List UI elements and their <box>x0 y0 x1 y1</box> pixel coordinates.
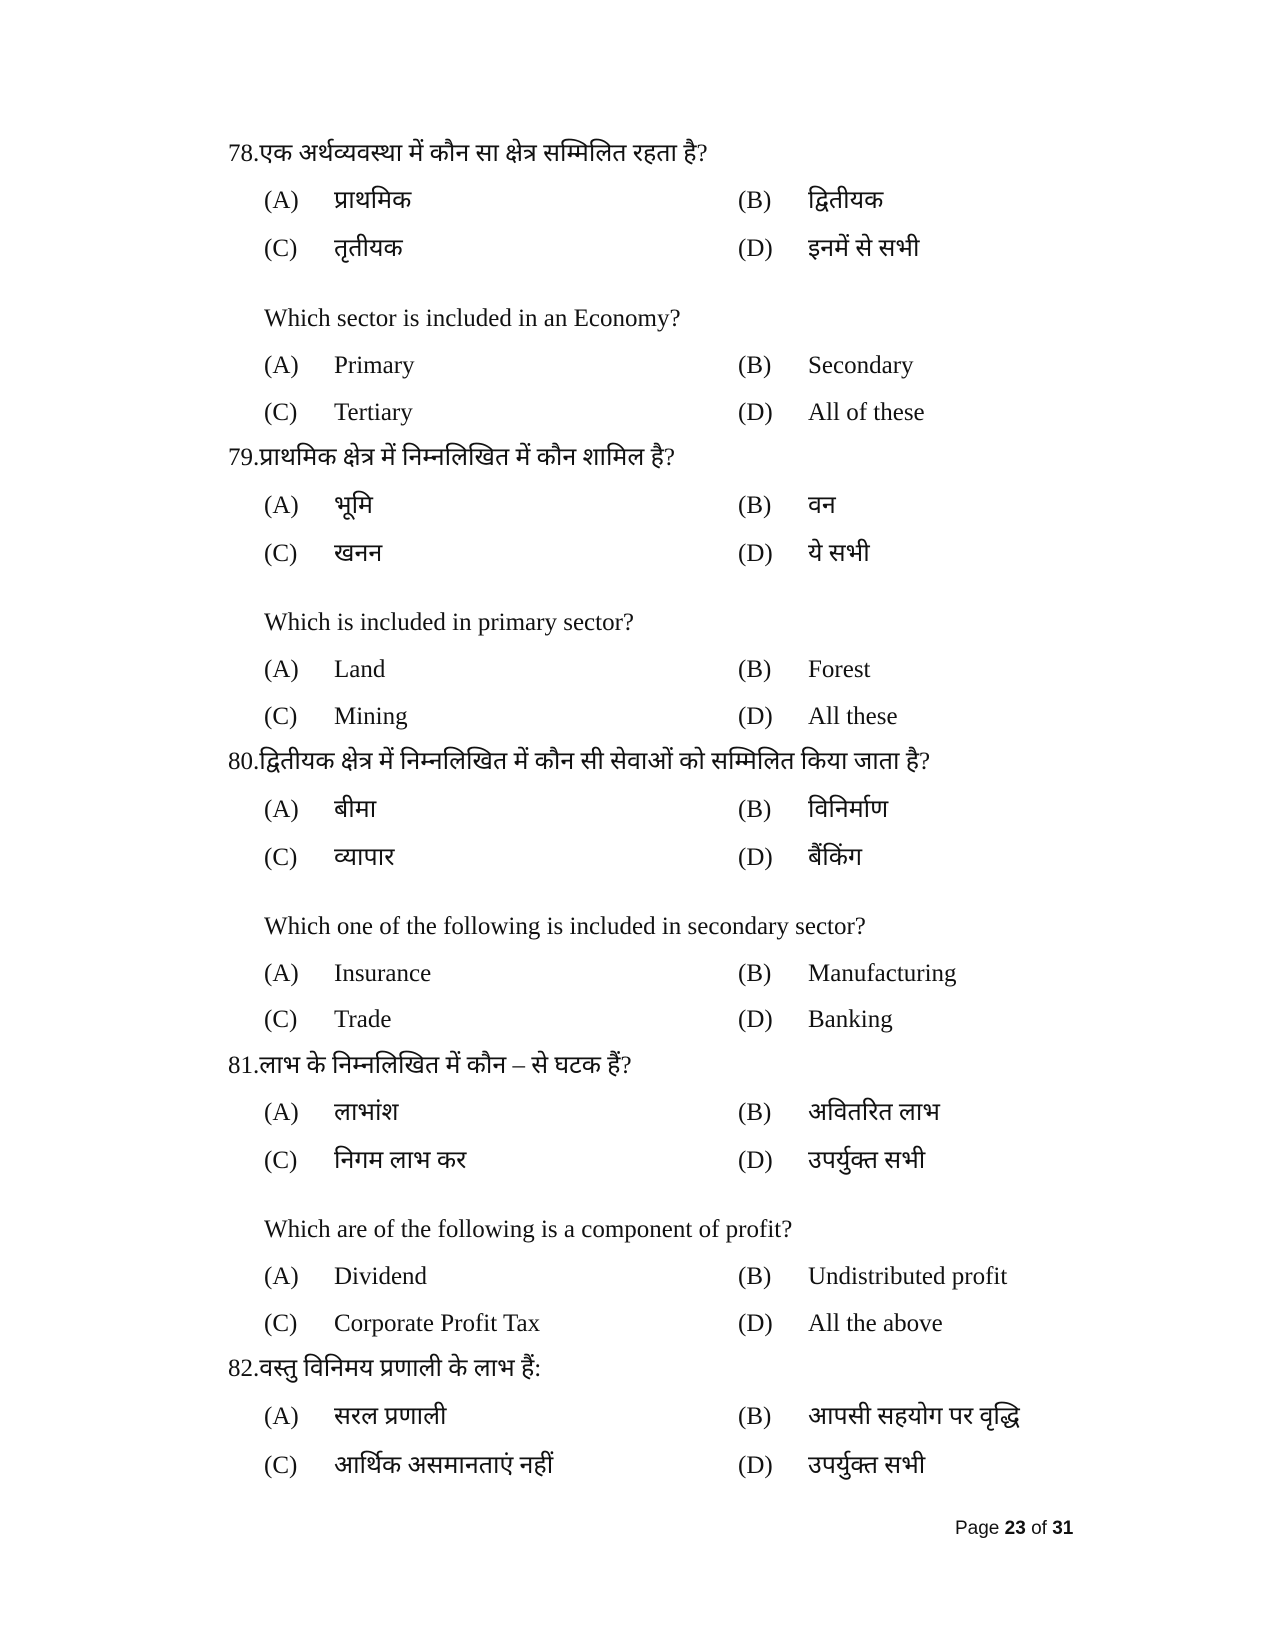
question-82-hindi: 82.वस्तु विनिमय प्रणाली के लाभ हैं: <box>228 1355 542 1382</box>
option-text: आपसी सहयोग पर वृद्धि <box>808 1403 1020 1430</box>
option-label: (C) <box>264 703 298 730</box>
question-78-hindi: 78.एक अर्थव्यवस्था में कौन सा क्षेत्र सम्मिलित रहता है? <box>228 140 708 167</box>
option-label: (D) <box>738 703 773 730</box>
option-text: बीमा <box>334 796 377 823</box>
question-80-hindi: 80.द्वितीयक क्षेत्र में निम्नलिखित में कौन सी सेवाओं को सम्मिलित किया जाता है? <box>228 748 931 775</box>
option-label: (B) <box>738 492 772 519</box>
option-label: (B) <box>738 352 772 379</box>
option-text: Mining <box>334 703 408 730</box>
option-label: (C) <box>264 844 298 871</box>
question-79-english: Which is included in primary sector? <box>264 609 635 636</box>
option-text: Primary <box>334 352 415 379</box>
option-label: (B) <box>738 1263 772 1290</box>
current-page: 23 <box>1004 1518 1026 1539</box>
option-text: वन <box>808 492 836 519</box>
option-text: बैंकिंग <box>808 844 863 871</box>
option-label: (D) <box>738 1147 773 1174</box>
option-label: (B) <box>738 187 772 214</box>
option-text: Corporate Profit Tax <box>334 1310 541 1337</box>
option-text: Insurance <box>334 960 432 987</box>
option-text: भूमि <box>334 492 374 519</box>
option-label: (A) <box>264 187 299 214</box>
option-label: (B) <box>738 796 772 823</box>
option-text: Tertiary <box>334 399 413 426</box>
option-text: All these <box>808 703 898 730</box>
option-text: व्यापार <box>334 844 395 871</box>
question-81-english: Which are of the following is a component of profit? <box>264 1216 793 1243</box>
total-pages: 31 <box>1052 1518 1074 1539</box>
option-text: अवितरित लाभ <box>808 1099 940 1126</box>
option-text: तृतीयक <box>334 235 403 262</box>
option-text: Forest <box>808 656 871 683</box>
option-label: (B) <box>738 1403 772 1430</box>
question-81-hindi: 81.लाभ के निम्नलिखित में कौन – से घटक हैं? <box>228 1052 632 1079</box>
option-text: इनमें से सभी <box>808 235 920 262</box>
option-label: (C) <box>264 1147 298 1174</box>
option-text: प्राथमिक <box>334 187 412 214</box>
question-79-hindi: 79.प्राथमिक क्षेत्र में निम्नलिखित में कौन शामिल है? <box>228 444 675 471</box>
option-label: (A) <box>264 656 299 683</box>
option-label: (C) <box>264 540 298 567</box>
question-78-english: Which sector is included in an Economy? <box>264 305 681 332</box>
option-label: (A) <box>264 352 299 379</box>
option-label: (D) <box>738 399 773 426</box>
option-text: All of these <box>808 399 925 426</box>
option-label: (D) <box>738 235 773 262</box>
option-text: Trade <box>334 1006 392 1033</box>
option-text: उपर्युक्त सभी <box>808 1147 926 1174</box>
option-label: (A) <box>264 1099 299 1126</box>
option-text: Dividend <box>334 1263 428 1290</box>
option-label: (B) <box>738 960 772 987</box>
option-label: (A) <box>264 960 299 987</box>
option-label: (C) <box>264 235 298 262</box>
page-number <box>955 1518 1073 1540</box>
option-text: All the above <box>808 1310 943 1337</box>
option-text: Manufacturing <box>808 960 957 987</box>
option-text: उपर्युक्त सभी <box>808 1452 926 1479</box>
option-label: (B) <box>738 656 772 683</box>
of-word: of <box>1031 1518 1047 1539</box>
option-text: Secondary <box>808 352 914 379</box>
option-label: (A) <box>264 1263 299 1290</box>
option-text: खनन <box>334 540 383 567</box>
option-text: विनिर्माण <box>808 796 889 823</box>
option-label: (C) <box>264 399 298 426</box>
option-label: (C) <box>264 1452 298 1479</box>
option-text: Undistributed profit <box>808 1263 1008 1290</box>
option-label: (D) <box>738 1006 773 1033</box>
option-text: सरल प्रणाली <box>334 1403 447 1430</box>
page-word: Page <box>955 1518 1000 1539</box>
option-text: Banking <box>808 1006 893 1033</box>
option-label: (C) <box>264 1006 298 1033</box>
option-label: (D) <box>738 540 773 567</box>
option-label: (D) <box>738 1310 773 1337</box>
option-label: (C) <box>264 1310 298 1337</box>
option-label: (A) <box>264 796 299 823</box>
option-label: (B) <box>738 1099 772 1126</box>
option-text: ये सभी <box>808 540 870 567</box>
option-label: (A) <box>264 1403 299 1430</box>
option-text: लाभांश <box>334 1099 399 1126</box>
option-label: (A) <box>264 492 299 519</box>
question-80-english: Which one of the following is included in secondary sector? <box>264 913 866 940</box>
option-text: आर्थिक असमानताएं नहीं <box>334 1452 554 1479</box>
option-label: (D) <box>738 1452 773 1479</box>
option-text: द्वितीयक <box>808 187 884 214</box>
option-text: Land <box>334 656 386 683</box>
option-label: (D) <box>738 844 773 871</box>
option-text: निगम लाभ कर <box>334 1147 467 1174</box>
